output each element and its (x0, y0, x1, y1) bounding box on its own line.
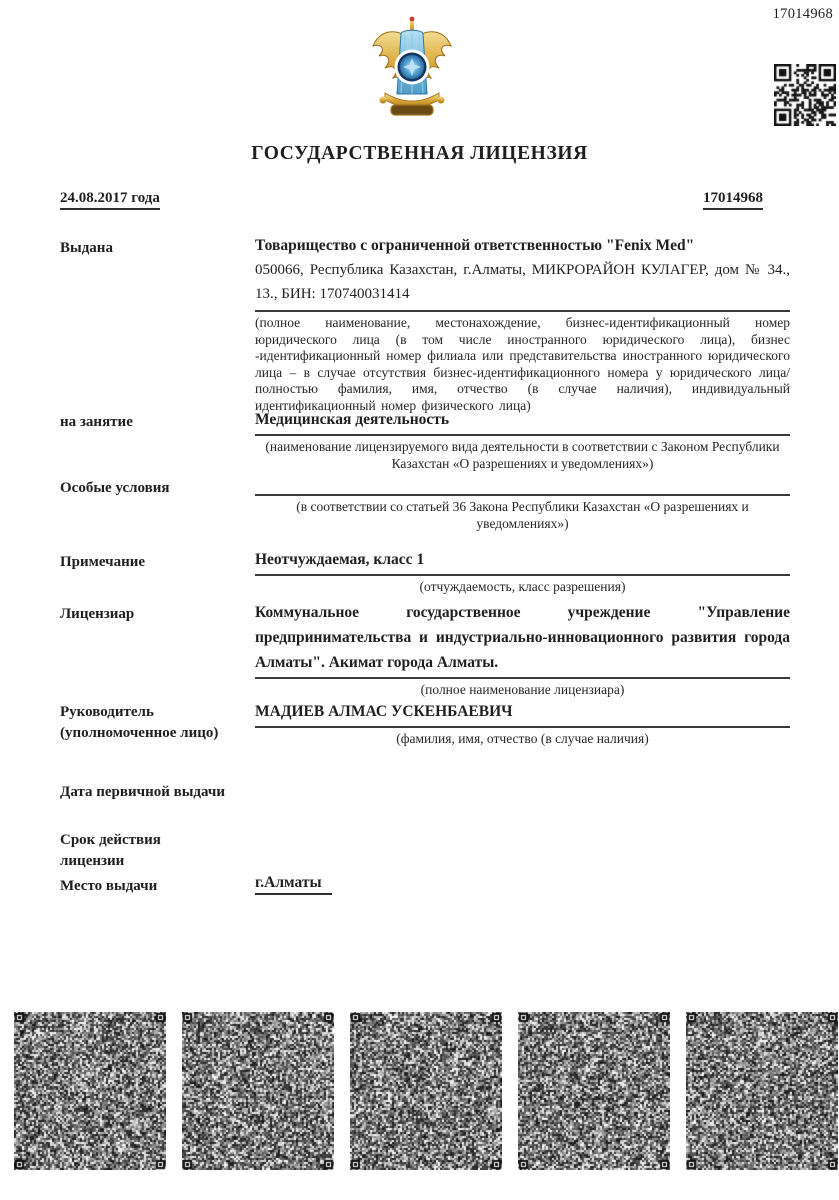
qr-code-icon (774, 64, 836, 126)
activity-value: Медицинская деятельность (255, 408, 790, 436)
field-value-issued-to (255, 234, 790, 414)
security-barcode-strip (0, 1012, 839, 1170)
licensee-address: 050066, Республика Казахстан, г.Алматы, МИКРОРАЙОН КУЛАГЕР, дом № 34., 13., БИН: 170740031414 (255, 258, 790, 312)
document-title: ГОСУДАРСТВЕННАЯ ЛИЦЕНЗИЯ (251, 143, 588, 164)
security-barcode-2-icon (182, 1012, 334, 1170)
field-value-activity (255, 408, 790, 472)
field-value-issue-place (255, 874, 332, 895)
field-note-licensor: (полное наименование лицензиара) (420, 682, 625, 697)
field-label-issue-place: Место выдачи (60, 878, 158, 894)
field-label-issued-to: Выдана (60, 240, 113, 256)
field-label-remark: Примечание (60, 554, 146, 570)
field-label-head: Руководитель (уполномоченное лицо) (60, 704, 219, 741)
licensor-value: Коммунальное государственное учреждение "Управление предпринимательства и индустриально-инновационного развития города Алматы". Акимат города Алматы. (255, 600, 790, 679)
corner-serial-number: 17014968 (772, 6, 833, 22)
field-value-licensor (255, 600, 790, 699)
security-barcode-3-icon (350, 1012, 502, 1170)
issue-place-value: г.Алматы (255, 874, 332, 895)
field-note-activity: (наименование лицензируемого вида деятельности в соответствии с Законом Республики Казахстан «О разрешениях и уведомлениях») (265, 439, 780, 471)
field-label-special-conditions: Особые условия (60, 480, 170, 496)
license-number: 17014968 (703, 190, 763, 210)
issue-date: 24.08.2017 года (60, 190, 160, 210)
field-note-head: (фамилия, имя, отчество (в случае наличия) (396, 731, 649, 746)
field-value-remark (255, 548, 790, 596)
security-barcode-1-icon (14, 1012, 166, 1170)
licensee-name: Товарищество с ограниченной ответственностью "Fenix Med" (255, 237, 695, 254)
kazakhstan-coat-of-arms-icon (366, 14, 458, 126)
security-barcode-4-icon (518, 1012, 670, 1170)
head-name: МАДИЕВ АЛМАС УСКЕНБАЕВИЧ (255, 700, 790, 728)
security-barcode-5-icon (686, 1012, 838, 1170)
field-label-activity: на занятие (60, 414, 133, 430)
field-value-special-conditions (255, 470, 790, 532)
field-label-first-issue-date: Дата первичной выдачи (60, 784, 226, 800)
field-label-licensor: Лицензиар (60, 606, 135, 622)
field-note-issued-to: (полное наименование, местонахождение, бизнес-идентификационный номер юридического лица (в том числе иностранного юридического лица), бизнес -идентификационный номер филиала или представительства иностранного юридического лица – в случае отсутствия бизнес-идентификационного номера у юридического лица/полностью фамилия, имя, отчество (в случае наличия), индивидуальный идентификационный номер физического лица) (255, 315, 790, 413)
field-note-remark: (отчуждаемость, класс разрешения) (419, 579, 626, 594)
remark-value: Неотчуждаемая, класс 1 (255, 548, 790, 576)
field-note-special-conditions: (в соответствии со статьей 36 Закона Республики Казахстан «О разрешениях и уведомлениях») (296, 499, 749, 531)
field-label-validity: Срок действия лицензии (60, 832, 161, 869)
special-conditions-value (255, 470, 790, 496)
field-value-head (255, 700, 790, 748)
